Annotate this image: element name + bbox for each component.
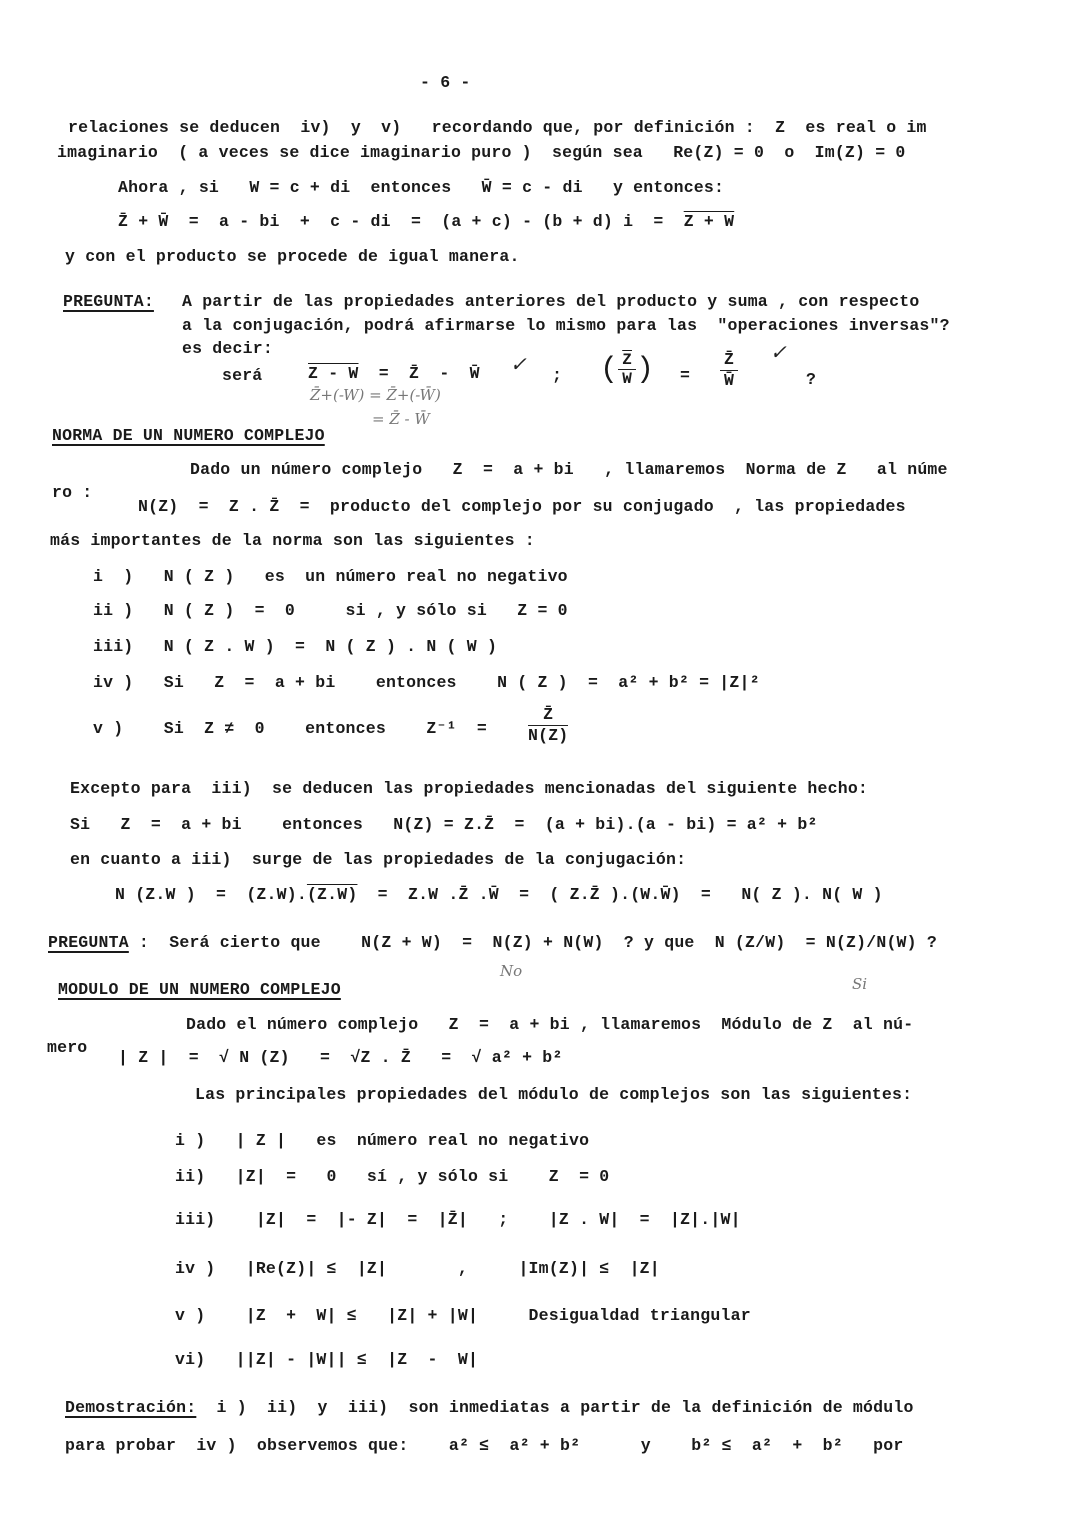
checkmark-icon: ✓ bbox=[510, 352, 527, 376]
handwritten-answer: No bbox=[500, 962, 523, 980]
sera-label: será bbox=[222, 366, 263, 385]
handwritten-note: Z̄+(-W) = Z̄+(-W̄) bbox=[310, 386, 441, 404]
property-item: iii) |Z| = |- Z| = |Z̄| ; |Z . W| = |Z|.|W| bbox=[175, 1210, 741, 1229]
conjugate-product: (Z.W) bbox=[306, 885, 358, 904]
equation-line bbox=[115, 885, 883, 905]
fraction bbox=[720, 350, 738, 391]
paragraph-line: Ahora , si W = c + di entonces W̄ = c - di y entonces: bbox=[118, 178, 725, 197]
pregunta-label: PREGUNTA bbox=[48, 933, 129, 952]
property-item: i ) | Z | es número real no negativo bbox=[175, 1131, 590, 1150]
paragraph-line: en cuanto a iii) surge de las propiedades de la conjugación: bbox=[70, 850, 687, 869]
demo-label: Demostración: bbox=[65, 1398, 197, 1417]
property-item: iv ) |Re(Z)| ≤ |Z| , |Im(Z)| ≤ |Z| bbox=[175, 1259, 660, 1278]
fraction-numerator: Z̄ bbox=[528, 705, 568, 726]
fraction-numerator: Z̄ bbox=[720, 350, 738, 371]
fraction-numerator: $\overline{Z}$ bbox=[618, 351, 636, 370]
question-mark: ? bbox=[806, 370, 817, 389]
paragraph-line: más importantes de la norma son las siguientes : bbox=[50, 531, 535, 550]
paragraph-line: a la conjugación, podrá afirmarse lo mismo para las "operaciones inversas"? bbox=[182, 316, 950, 335]
handwritten-note: = Z̄ - W̄ bbox=[372, 410, 430, 428]
property-item: iii) N ( Z . W ) = N ( Z ) . N ( W ) bbox=[93, 637, 498, 656]
paragraph-line: relaciones se deducen iv) y v) recordando que, por definición : Z es real o im bbox=[68, 118, 927, 137]
paragraph-line: N(Z) = Z . Z̄ = producto del complejo por su conjugado , las propiedades bbox=[138, 497, 906, 516]
equation-line bbox=[118, 212, 734, 232]
handwritten-answer: Si bbox=[852, 975, 868, 993]
paragraph-line: ro : bbox=[52, 483, 93, 502]
section-title-norma: NORMA DE UN NUMERO COMPLEJO bbox=[52, 426, 325, 445]
paragraph-line: Las principales propiedades del módulo de complejos son las siguientes: bbox=[195, 1085, 913, 1104]
paragraph-line: imaginario ( a veces se dice imaginario puro ) según sea Re(Z) = 0 o Im(Z) = 0 bbox=[57, 143, 906, 162]
fraction-denominator: W̄ bbox=[724, 371, 735, 390]
paragraph-line: y con el producto se procede de igual manera. bbox=[65, 247, 520, 266]
paragraph-line: Dado un número complejo Z = a + bi , llamaremos Norma de Z al núme bbox=[190, 460, 948, 479]
fraction bbox=[528, 705, 568, 746]
pregunta-2 bbox=[48, 933, 937, 953]
demo-line bbox=[65, 1398, 914, 1418]
property-item: v ) Si Z ≠ 0 entonces Z⁻¹ = bbox=[93, 719, 487, 738]
equals-sign: = bbox=[680, 366, 691, 385]
fraction-denominator: W bbox=[622, 369, 633, 388]
paragraph-line: Si Z = a + bi entonces N(Z) = Z.Z̄ = (a + bi).(a - bi) = a² + b² bbox=[70, 815, 818, 834]
question-equation-2: ( $\frac{\overline{Z}}{W}$ ) bbox=[600, 350, 655, 388]
conjugate-sum: Z + W bbox=[683, 212, 735, 231]
property-item: ii ) N ( Z ) = 0 si , y sólo si Z = 0 bbox=[93, 601, 568, 620]
equation-line: | Z | = √ N (Z) = √Z . Z̄ = √ a² + b² bbox=[118, 1048, 563, 1067]
paragraph-line: Excepto para iii) se deducen las propiedades mencionadas del siguiente hecho: bbox=[70, 779, 869, 798]
question-equation-1 bbox=[308, 364, 480, 384]
property-item: vi) ||Z| - |W|| ≤ |Z - W| bbox=[175, 1350, 479, 1369]
property-item: iv ) Si Z = a + bi entonces N ( Z ) = a² + b² = |Z|² bbox=[93, 673, 760, 692]
equation-text: = Z.W .Z̄ .W̄ = ( Z.Z̄ ).(W.W̄) = N( Z ). N( W ) bbox=[357, 885, 883, 904]
equation-text: = Z̄ - W̄ bbox=[358, 364, 480, 383]
conjugate-difference: Z - W bbox=[308, 364, 359, 383]
property-item: i ) N ( Z ) es un número real no negativo bbox=[93, 567, 568, 586]
paragraph-line: Dado el número complejo Z = a + bi , llamaremos Módulo de Z al nú- bbox=[186, 1015, 914, 1034]
paragraph-line: mero bbox=[47, 1038, 88, 1057]
pregunta-label: PREGUNTA: bbox=[63, 292, 154, 311]
paragraph-line: A partir de las propiedades anteriores del producto y suma , con respecto bbox=[182, 292, 920, 311]
checkmark-icon: ✓ bbox=[770, 340, 787, 364]
property-item: ii) |Z| = 0 sí , y sólo si Z = 0 bbox=[175, 1167, 610, 1186]
equation-text: N (Z.W ) = (Z.W). bbox=[115, 885, 307, 904]
property-item: v ) |Z + W| ≤ |Z| + |W| Desigualdad triangular bbox=[175, 1306, 751, 1325]
page-number: - 6 - bbox=[420, 73, 471, 92]
question-text: : Será cierto que N(Z + W) = N(Z) + N(W) ? y que N (Z/W) = N(Z)/N(W) ? bbox=[128, 933, 937, 952]
section-title-modulo: MODULO DE UN NUMERO COMPLEJO bbox=[58, 980, 341, 999]
fraction-denominator: N(Z) bbox=[528, 726, 569, 745]
equation-text: Z̄ + W̄ = a - bi + c - di = (a + c) - (b + d) i = bbox=[118, 212, 684, 231]
separator: ; bbox=[552, 366, 563, 385]
demo-text: i ) ii) y iii) son inmediatas a partir de la definición de módulo bbox=[196, 1398, 914, 1417]
paragraph-line: para probar iv ) observemos que: a² ≤ a² + b² y b² ≤ a² + b² por bbox=[65, 1436, 904, 1455]
paragraph-line: es decir: bbox=[182, 339, 273, 358]
